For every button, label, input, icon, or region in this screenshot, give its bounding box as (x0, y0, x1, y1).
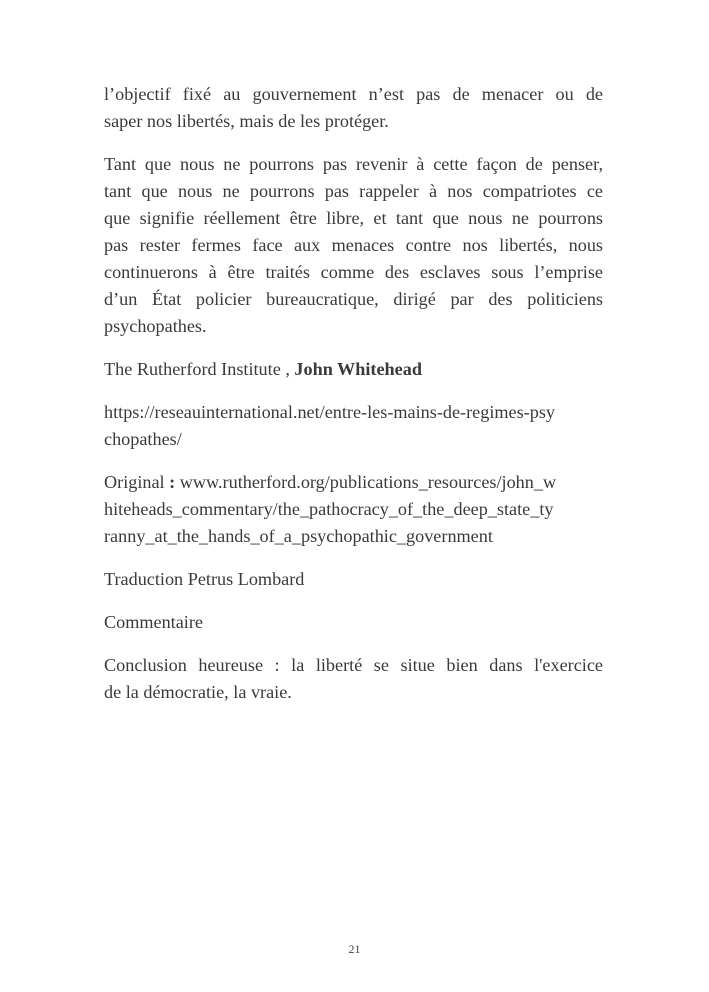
text-line: psychopathes. (104, 316, 207, 336)
paragraph-liberties-protection (104, 81, 603, 135)
original-label: Original (104, 472, 165, 492)
text-line: de la démocratie, la vraie. (104, 682, 292, 702)
original-separator: : (164, 472, 180, 492)
link-line[interactable]: https://reseauinternational.net/entre-les-mains-de-regimes-psy (104, 402, 555, 422)
page-number: 21 (348, 942, 361, 956)
text-line: Tant que nous ne pourrons pas revenir à cette façon de penser, (104, 154, 603, 174)
attribution-author: John Whitehead (294, 359, 422, 379)
source-link[interactable] (104, 399, 603, 453)
text-line: continuerons à être traités comme des esclaves sous l’emprise (104, 262, 603, 282)
original-url-line[interactable]: ranny_at_the_hands_of_a_psychopathic_government (104, 526, 493, 546)
text-line: tant que nous ne pourrons pas rappeler à nos compatriotes ce (104, 181, 603, 201)
paragraph-freedom-warning (104, 151, 603, 340)
page-body (104, 81, 603, 722)
attribution-source: The Rutherford Institute , (104, 359, 290, 379)
text-line: pas rester fermes face aux menaces contre nos libertés, nous (104, 235, 603, 255)
attribution (104, 356, 603, 383)
original-url-line[interactable]: www.rutherford.org/publications_resources/john_w (179, 472, 557, 492)
text-line: saper nos libertés, mais de les protéger. (104, 111, 389, 131)
text-line: Conclusion heureuse : la liberté se situe bien dans l'exercice (104, 655, 603, 675)
original-url-line[interactable]: hiteheads_commentary/the_pathocracy_of_the_deep_state_ty (104, 499, 554, 519)
text-line: l’objectif fixé au gouvernement n’est pas de menacer ou de (104, 84, 603, 104)
text-line: que signifie réellement être libre, et tant que nous ne pourrons (104, 208, 603, 228)
comment-heading: Commentaire (104, 612, 203, 632)
conclusion-paragraph (104, 652, 603, 706)
link-line[interactable]: chopathes/ (104, 429, 182, 449)
original-link (104, 469, 603, 550)
text-line: d’un État policier bureaucratique, dirigé par des politiciens (104, 289, 603, 309)
translation-credit: Traduction Petrus Lombard (104, 569, 305, 589)
